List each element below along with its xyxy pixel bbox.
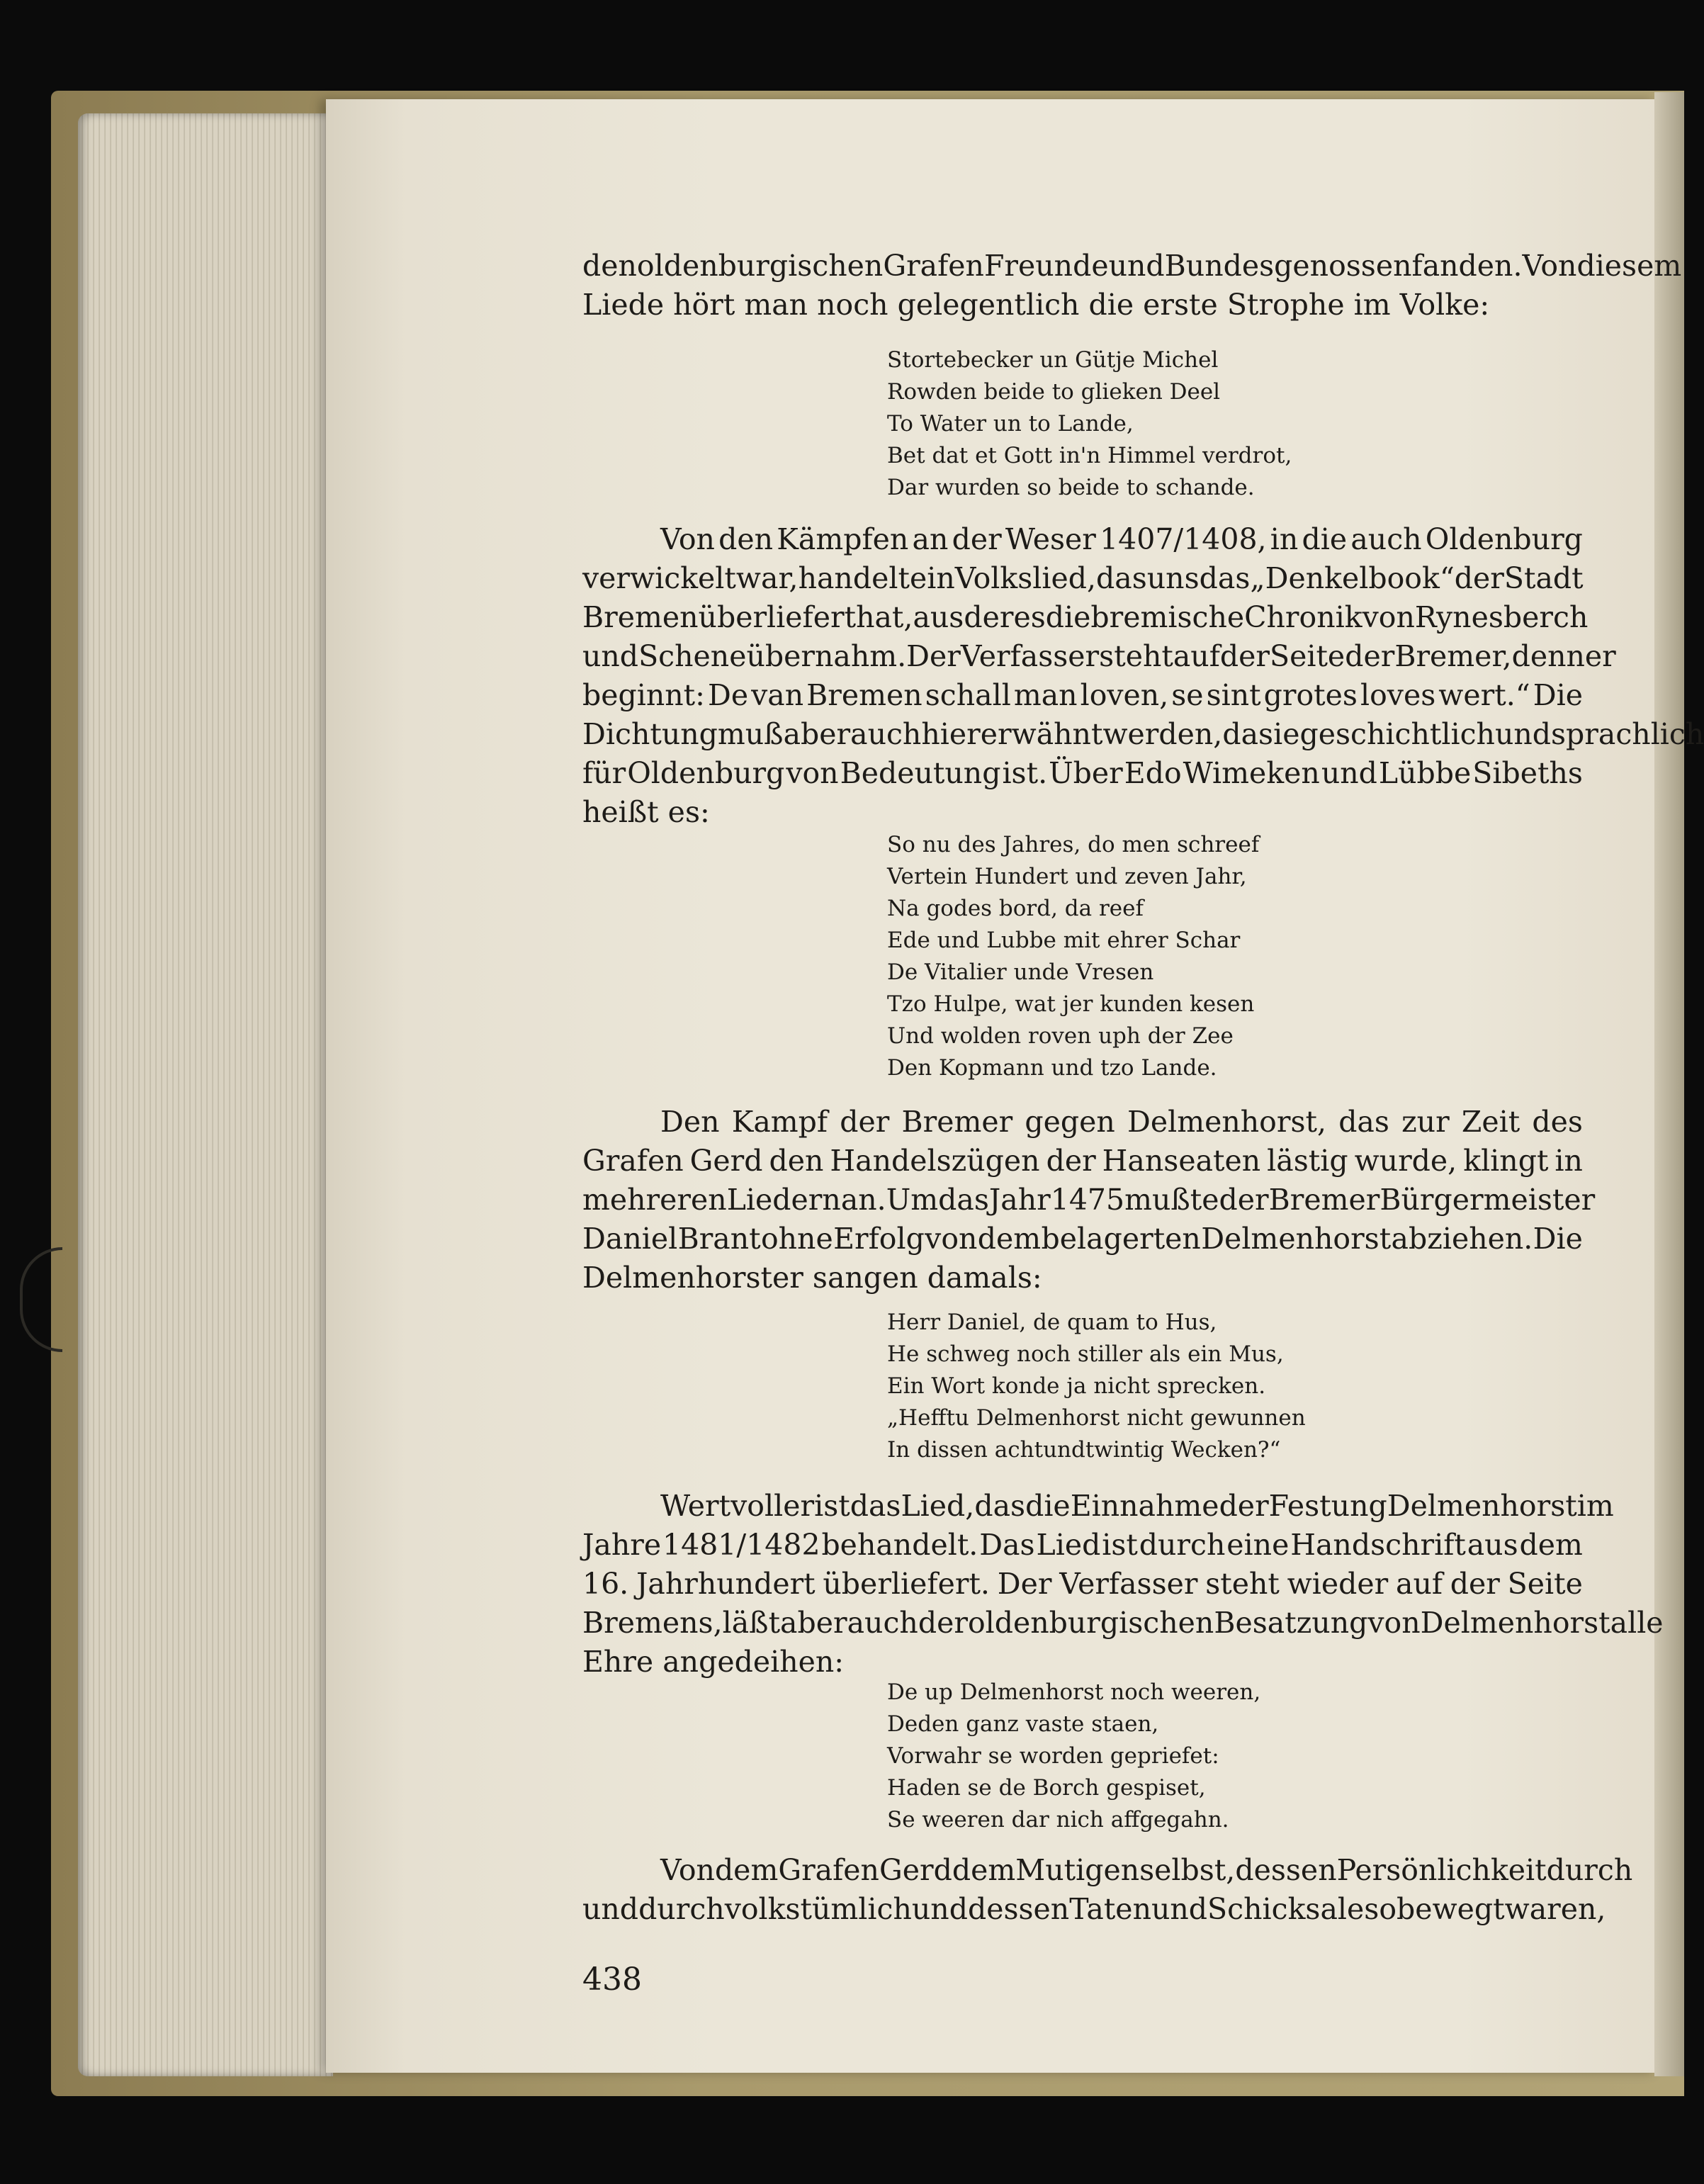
word: Schicksale: [1207, 1892, 1365, 1926]
word: ohne: [760, 1222, 833, 1256]
page-number: 438: [582, 1961, 642, 1998]
word: auf: [1396, 1567, 1443, 1601]
word: Jahre: [582, 1528, 662, 1562]
word: das: [850, 1489, 901, 1523]
word: Persönlichkeit: [1336, 1853, 1547, 1887]
verse-line: Na godes bord, da reef: [887, 896, 1144, 921]
word: überliefert.: [823, 1567, 990, 1601]
word: Seite: [1269, 639, 1345, 673]
word: Wertvoller: [660, 1489, 815, 1523]
word: von: [1362, 600, 1415, 634]
word: des: [1532, 1105, 1583, 1139]
word: Jahr: [988, 1183, 1051, 1217]
verse-line: Ede und Lubbe mit ehrer Schar: [887, 928, 1241, 953]
word: bewegt: [1397, 1892, 1505, 1926]
word: Delmenhorst: [1420, 1606, 1610, 1640]
word: Stadt: [1503, 561, 1584, 595]
word: ein: [909, 561, 955, 595]
word: Lied: [1036, 1528, 1101, 1562]
verse-line: Rowden beide to glieken Deel: [887, 379, 1221, 405]
word: Bremer,: [1394, 639, 1512, 673]
verse-line: In dissen achtundtwintig Wecken?“: [887, 1437, 1281, 1463]
text-line: [582, 520, 1583, 559]
word: Volkslied,: [954, 561, 1097, 595]
word: belagerten: [1041, 1222, 1201, 1256]
word: der: [840, 1105, 890, 1139]
word: auf: [1173, 639, 1220, 673]
word: Verfasser: [1059, 1567, 1198, 1601]
word: und: [1321, 756, 1377, 790]
page-edges: [78, 113, 333, 2076]
word: dessen: [967, 1892, 1070, 1926]
word: Handschrift: [1290, 1528, 1466, 1562]
word: Delmenhorst: [1387, 1489, 1577, 1523]
word: muß: [717, 717, 784, 751]
word: selbst,: [1139, 1853, 1236, 1887]
word: Die: [1533, 678, 1583, 712]
verse-line: „Hefftu Delmenhorst nicht gewunnen: [887, 1405, 1306, 1431]
word: Delmenhorst: [1201, 1222, 1392, 1256]
text-line: [582, 1103, 1583, 1142]
word: dem: [714, 1853, 779, 1887]
word: mußte: [1124, 1183, 1219, 1217]
word: Sibeths: [1472, 756, 1583, 790]
word: von: [1367, 1606, 1421, 1640]
text-line: [582, 1142, 1583, 1181]
text-line: [582, 1487, 1614, 1526]
word: es: [1013, 600, 1046, 634]
word: steht: [1099, 639, 1173, 673]
word: Die: [1533, 1222, 1583, 1256]
text-line: [582, 637, 1616, 676]
word: Daniel: [582, 1222, 678, 1256]
word: oldenburgischen: [636, 249, 884, 283]
word: Seite: [1507, 1567, 1583, 1601]
word: Edo: [1124, 756, 1182, 790]
word: dessen: [1235, 1853, 1337, 1887]
word: zur: [1401, 1105, 1450, 1139]
word: Festung: [1268, 1489, 1387, 1523]
word: aber: [783, 717, 851, 751]
word: Brant: [677, 1222, 761, 1256]
text-line: heißt es:: [582, 795, 710, 829]
word: denn: [1511, 639, 1585, 673]
verse-line: Stortebecker un Gütje Michel: [887, 347, 1219, 373]
word: se: [1171, 678, 1204, 712]
text-line: [582, 1220, 1583, 1259]
verse-line: Tzo Hulpe, wat jer kunden kesen: [887, 991, 1255, 1017]
word: verwickelt: [582, 561, 736, 595]
word: der: [1450, 1567, 1500, 1601]
word: Besatzung: [1214, 1606, 1368, 1640]
word: Jahrhundert: [636, 1567, 816, 1601]
word: den: [769, 1144, 824, 1178]
word: war,: [735, 561, 799, 595]
word: loves: [1360, 678, 1436, 712]
text-line: Delmenhorster sangen damals:: [582, 1261, 1042, 1295]
word: und: [1108, 249, 1165, 283]
paragraph-5: [582, 1851, 1633, 1929]
text-line: [582, 1565, 1583, 1604]
word: und: [582, 1892, 639, 1926]
word: so: [1364, 1892, 1397, 1926]
word: Chronik: [1244, 600, 1362, 634]
word: das: [1096, 561, 1147, 595]
word: Bürgermeister: [1379, 1183, 1596, 1217]
word: Liedern: [726, 1183, 841, 1217]
word: das: [1199, 561, 1251, 595]
word: Lied,: [901, 1489, 975, 1523]
word: und: [1151, 1892, 1208, 1926]
word: auch: [850, 717, 922, 751]
word: schall: [925, 678, 1011, 712]
word: lästig: [1267, 1144, 1348, 1178]
verse-line: Haden se de Borch gespiset,: [887, 1775, 1206, 1801]
word: Bremer: [1268, 1183, 1380, 1217]
word: Bremer: [901, 1105, 1013, 1139]
verse-line: Vertein Hundert und zeven Jahr,: [887, 864, 1247, 889]
word: volkstümlich: [724, 1892, 912, 1926]
word: handelt: [798, 561, 910, 595]
word: sprachlich: [1551, 717, 1704, 751]
word: Das: [979, 1528, 1035, 1562]
word: uns: [1146, 561, 1200, 595]
word: Von: [660, 522, 715, 556]
word: Um: [886, 1183, 939, 1217]
word: oldenburgischen: [967, 1606, 1214, 1640]
word: der: [1454, 561, 1504, 595]
word: Von: [1522, 249, 1577, 283]
word: man: [1013, 678, 1078, 712]
word: Hanseaten: [1102, 1144, 1261, 1178]
word: Kämpfen: [777, 522, 909, 556]
verse-line: He schweg noch stiller als ein Mus,: [887, 1341, 1284, 1367]
word: Bremens,: [582, 1606, 723, 1640]
word: hier: [921, 717, 981, 751]
word: der: [1219, 1183, 1269, 1217]
verse-line: To Water un to Lande,: [887, 411, 1134, 437]
verse-line: Den Kopmann und tzo Lande.: [887, 1055, 1217, 1081]
verse-line: Ein Wort konde ja nicht sprecken.: [887, 1373, 1266, 1399]
word: ist: [1102, 1528, 1138, 1562]
word: im: [1576, 1489, 1614, 1523]
word: Erfolg: [833, 1222, 925, 1256]
verse-line: De up Delmenhorst noch weeren,: [887, 1679, 1261, 1705]
word: Oldenburg: [627, 756, 785, 790]
word: Schene: [638, 639, 747, 673]
word: an.: [840, 1183, 886, 1217]
word: dem: [1519, 1528, 1583, 1562]
word: behandelt.: [821, 1528, 978, 1562]
word: Lübbe: [1378, 756, 1472, 790]
word: sie: [1258, 717, 1300, 751]
text-line: [582, 1890, 1606, 1929]
word: bremische: [1090, 600, 1245, 634]
word: Mutigen: [1015, 1853, 1140, 1887]
word: die: [1045, 600, 1091, 634]
word: loven,: [1080, 678, 1169, 712]
word: der: [1046, 1144, 1096, 1178]
word: in: [1270, 522, 1299, 556]
word: Bremen: [806, 678, 922, 712]
word: abziehen.: [1391, 1222, 1533, 1256]
verse-line: Bet dat et Gott in'n Himmel verdrot,: [887, 443, 1292, 468]
word: der: [1345, 639, 1395, 673]
verse-line: Se weeren dar nich affgegahn.: [887, 1807, 1229, 1833]
word: auch: [847, 1606, 918, 1640]
word: fanden.: [1411, 249, 1523, 283]
word: 1475: [1050, 1183, 1125, 1217]
word: aus: [913, 600, 964, 634]
word: Gerd: [689, 1144, 763, 1178]
word: aber: [780, 1606, 847, 1640]
word: den: [718, 522, 774, 556]
text-line: [582, 1181, 1596, 1220]
word: Den: [660, 1105, 720, 1139]
text-line: Liede hört man noch gelegentlich die erste Strophe im Volke:: [582, 288, 1490, 322]
word: und: [582, 639, 639, 673]
word: Grafen: [582, 1144, 684, 1178]
word: das: [938, 1183, 989, 1217]
word: an: [912, 522, 949, 556]
word: geschichtlich: [1299, 717, 1495, 751]
word: beginnt:: [582, 678, 705, 712]
word: Kampf: [731, 1105, 828, 1139]
word: Freunde: [983, 249, 1109, 283]
word: van: [751, 678, 804, 712]
word: ist.: [1002, 756, 1048, 790]
word: von: [925, 1222, 978, 1256]
word: Zeit: [1461, 1105, 1520, 1139]
word: sint: [1206, 678, 1261, 712]
word: der: [1219, 639, 1270, 673]
word: der: [1219, 1489, 1269, 1523]
verse-line: Herr Daniel, de quam to Hus,: [887, 1310, 1217, 1335]
verse-line: Vorwahr se worden gepriefet:: [887, 1743, 1219, 1769]
paragraph-3: [582, 1103, 1596, 1298]
word: Taten: [1069, 1892, 1151, 1926]
word: er: [1584, 639, 1616, 673]
word: „Denkelbook“: [1250, 561, 1455, 595]
word: erwähnt: [980, 717, 1103, 751]
text-line: [582, 1526, 1583, 1565]
verse-line: So nu des Jahres, do men schreef: [887, 832, 1260, 857]
word: 1481/1482: [662, 1528, 820, 1562]
text-line: [582, 1851, 1633, 1890]
word: steht: [1205, 1567, 1280, 1601]
word: die: [1025, 1489, 1071, 1523]
word: gegen: [1025, 1105, 1115, 1139]
word: 1407/1408,: [1100, 522, 1267, 556]
word: wert.“: [1438, 678, 1530, 712]
word: durch: [638, 1892, 725, 1926]
word: durch: [1139, 1528, 1226, 1562]
word: der: [918, 1606, 968, 1640]
word: Rynesberch: [1414, 600, 1589, 634]
word: Weser: [1005, 522, 1096, 556]
word: Von: [660, 1853, 715, 1887]
word: da: [1222, 717, 1259, 751]
text-line: [582, 715, 1704, 754]
verse-line: Deden ganz vaste staen,: [887, 1711, 1159, 1737]
word: grotes: [1263, 678, 1358, 712]
word: Oldenburg: [1425, 522, 1583, 556]
word: und: [1494, 717, 1551, 751]
word: Wimeken: [1183, 756, 1320, 790]
facing-page-edge: [1654, 92, 1684, 2076]
text-line: [582, 1604, 1664, 1643]
verse-line: Dar wurden so beide to schande.: [887, 475, 1255, 500]
word: klingt: [1463, 1144, 1549, 1178]
text-line: [582, 754, 1583, 793]
word: übernahm.: [746, 639, 907, 673]
word: auch: [1350, 522, 1422, 556]
text-line: [582, 676, 1583, 715]
verse-3: [887, 1307, 1306, 1466]
paragraph-2: [582, 520, 1704, 832]
word: aus: [1467, 1528, 1518, 1562]
word: das: [1338, 1105, 1389, 1139]
word: die: [1302, 522, 1348, 556]
word: waren,: [1504, 1892, 1606, 1926]
word: Gerd: [879, 1853, 952, 1887]
verse-line: De Vitalier unde Vresen: [887, 959, 1154, 985]
verse-2: [887, 829, 1259, 1084]
word: wieder: [1287, 1567, 1389, 1601]
word: für: [582, 756, 626, 790]
word: Delmenhorst,: [1127, 1105, 1327, 1139]
word: Der: [906, 639, 961, 673]
word: das: [974, 1489, 1026, 1523]
word: dem: [952, 1853, 1016, 1887]
word: wurde,: [1354, 1144, 1457, 1178]
binding-thread: [20, 1247, 62, 1352]
word: Verfasser: [960, 639, 1100, 673]
text-line: [582, 247, 1682, 286]
word: Grafen: [778, 1853, 879, 1887]
word: mehreren: [582, 1183, 727, 1217]
text-line: [582, 598, 1589, 637]
word: Bedeutung: [840, 756, 1001, 790]
word: Dichtung: [582, 717, 718, 751]
word: 16.: [582, 1567, 629, 1601]
word: und: [911, 1892, 968, 1926]
text-line: Ehre angedeihen:: [582, 1645, 845, 1679]
word: Bundesgenossen: [1164, 249, 1412, 283]
word: in: [1555, 1144, 1583, 1178]
word: eine: [1226, 1528, 1290, 1562]
word: De: [707, 678, 749, 712]
word: überliefert: [698, 600, 857, 634]
word: diesem: [1576, 249, 1682, 283]
word: Der: [997, 1567, 1052, 1601]
paragraph-4: [582, 1487, 1664, 1682]
word: dem: [977, 1222, 1042, 1256]
word: durch: [1546, 1853, 1633, 1887]
verse-line: Und wolden roven uph der Zee: [887, 1023, 1234, 1049]
word: von: [786, 756, 839, 790]
word: hat,: [856, 600, 913, 634]
word: Grafen: [883, 249, 984, 283]
word: der: [964, 600, 1014, 634]
word: Einnahme: [1070, 1489, 1219, 1523]
paragraph-1: [582, 247, 1682, 325]
word: läßt: [722, 1606, 781, 1640]
word: Handelszügen: [830, 1144, 1040, 1178]
word: Bremen: [582, 600, 699, 634]
word: werden,: [1102, 717, 1223, 751]
word: der: [952, 522, 1002, 556]
word: ist: [814, 1489, 850, 1523]
verse-4: [887, 1677, 1260, 1836]
word: den: [582, 249, 637, 283]
verse-1: [887, 344, 1292, 504]
text-line: [582, 559, 1583, 598]
word: alle: [1610, 1606, 1664, 1640]
word: Über: [1049, 756, 1123, 790]
